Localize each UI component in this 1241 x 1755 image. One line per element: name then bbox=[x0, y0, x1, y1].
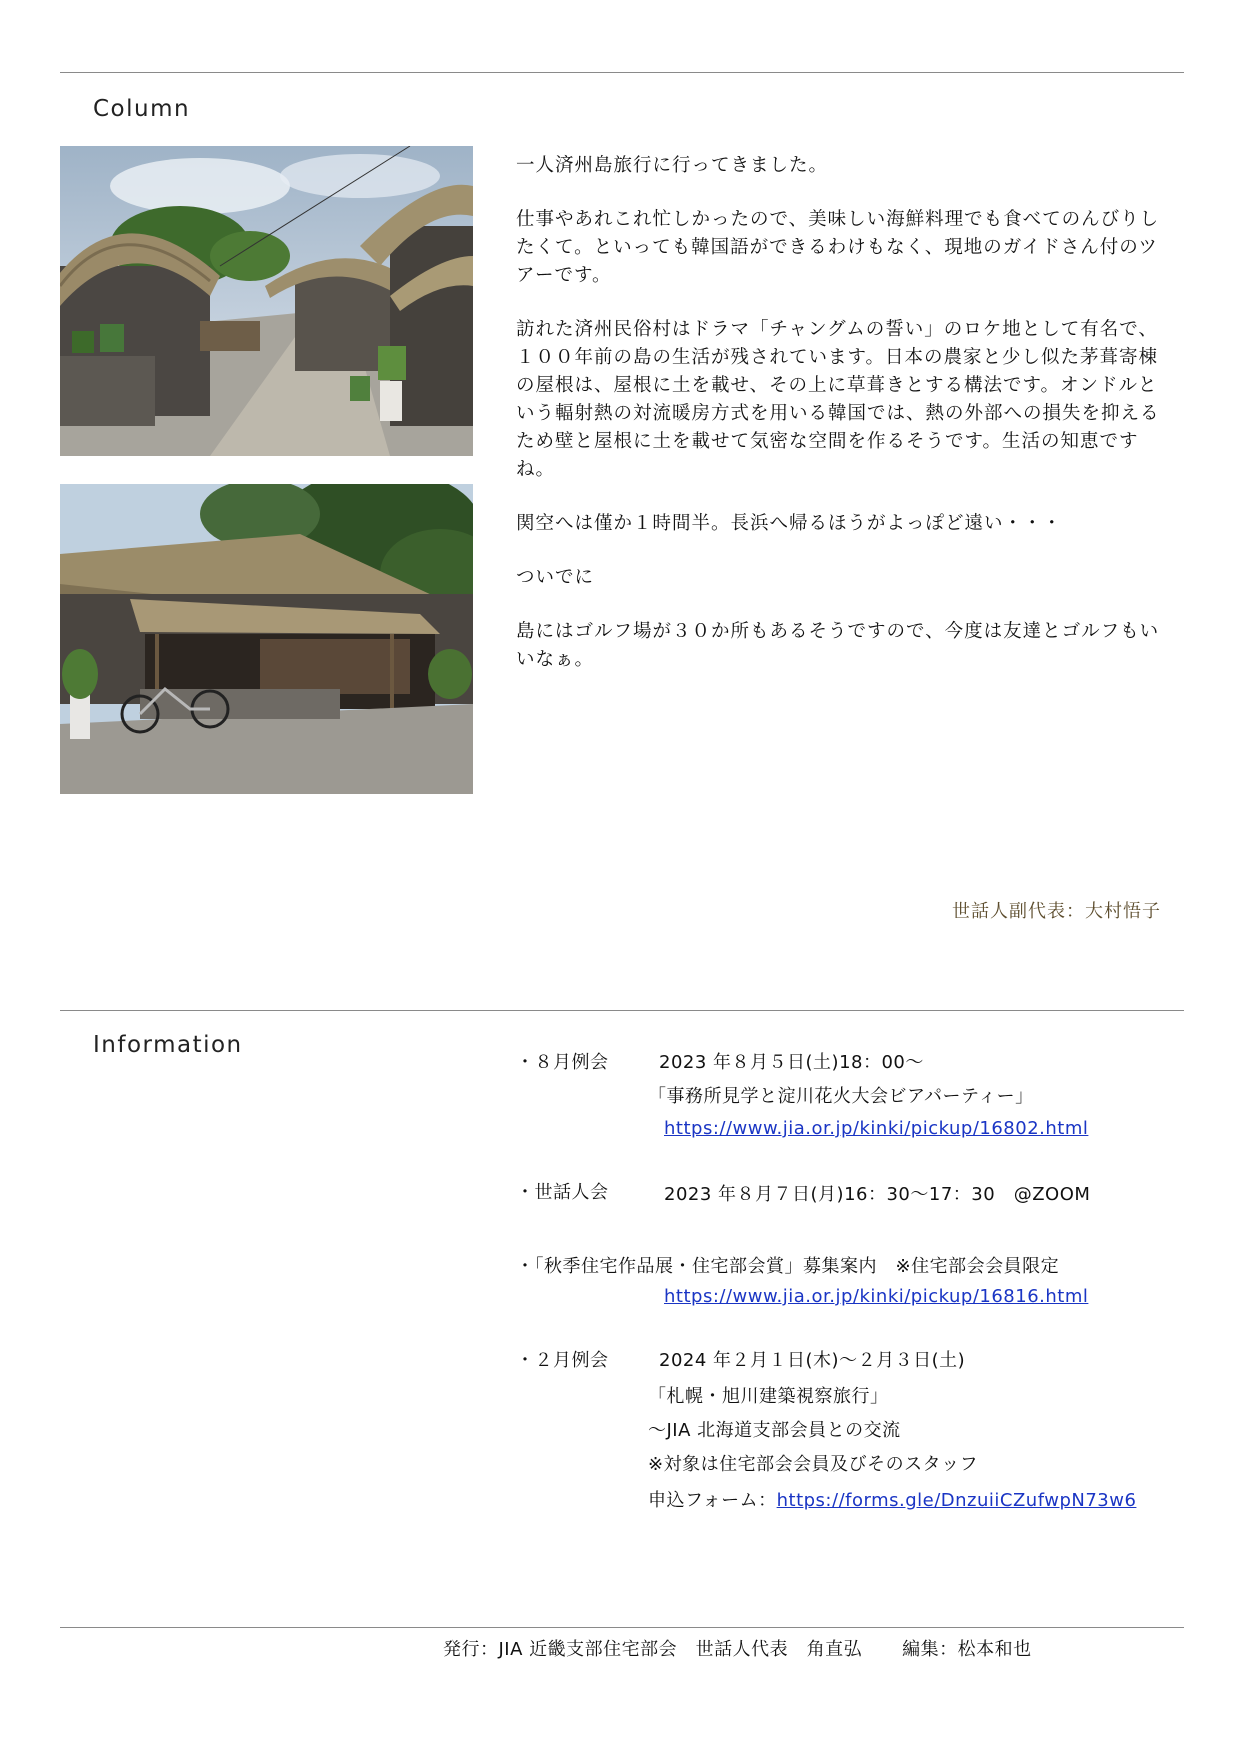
column-title: Column bbox=[93, 96, 191, 122]
footer-publisher: 発行：JIA 近畿支部住宅部会 世話人代表 角直弘 bbox=[443, 1639, 863, 1660]
column-body bbox=[516, 152, 1162, 700]
column-paragraph: 島にはゴルフ場が３０か所もあるそうですので、今度は友達とゴルフもいいなぁ。 bbox=[516, 621, 1160, 670]
top-rule bbox=[60, 72, 1184, 73]
column-paragraph: 訪れた済州民俗村はドラマ「チャングムの誓い」のロケ地として有名で、１００年前の島の生活が残されています。日本の農家と少し似た茅葺寄棟の屋根は、屋根に土を載せ、その上に草葺きとする構法です。オンドルという輻射熱の対流暖房方式を用いる韓国では、熱の外部への損失を抑えるため壁と屋根に土を載せて気密な空間を作るそうです。生活の知恵ですね。 bbox=[516, 319, 1160, 480]
aug-meeting-event: 「事務所見学と淀川花火大会ビアパーティー」 bbox=[648, 1086, 1034, 1107]
form-link[interactable]: https://forms.gle/DnzuiiCZufwpN73w6 bbox=[776, 1490, 1137, 1511]
column-author: 世話人副代表：大村悟子 bbox=[952, 901, 1161, 922]
column-paragraph: 関空へは僅か１時間半。長浜へ帰るほうがよっぽど遠い・・・ bbox=[516, 513, 1063, 534]
photo-thatched-house-bicycle bbox=[60, 484, 473, 794]
photo-thatched-village-lane bbox=[60, 146, 473, 456]
footer-editor: 編集：松本和也 bbox=[902, 1639, 1032, 1660]
form-label: 申込フォーム： bbox=[648, 1490, 777, 1511]
information-title: Information bbox=[93, 1032, 243, 1058]
aug-meeting-label: ・８月例会 bbox=[516, 1052, 609, 1073]
info-rule bbox=[60, 1010, 1184, 1011]
footer bbox=[443, 1635, 1032, 1661]
aug-meeting-date: 2023 年８月５日(土)18：00～ bbox=[659, 1052, 924, 1073]
feb-meeting-label: ・２月例会 bbox=[516, 1350, 609, 1371]
footer-rule bbox=[60, 1627, 1184, 1628]
feb-meeting-date: 2024 年２月１日(木)～２月３日(土) bbox=[659, 1350, 966, 1371]
autumn-exhibit-label: ・「秋季住宅作品展・住宅部会賞」募集案内 ※住宅部会会員限定 bbox=[516, 1256, 1060, 1277]
aug-meeting-link[interactable]: https://www.jia.or.jp/kinki/pickup/16802.html bbox=[664, 1118, 1089, 1139]
column-paragraph: 仕事やあれこれ忙しかったので、美味しい海鮮料理でも食べてのんびりしたくて。といっても韓国語ができるわけもなく、現地のガイドさん付のツアーです。 bbox=[516, 209, 1160, 286]
column-paragraph: 一人済州島旅行に行ってきました。 bbox=[516, 155, 829, 176]
autumn-exhibit-link[interactable]: https://www.jia.or.jp/kinki/pickup/16816.html bbox=[664, 1286, 1089, 1307]
sewanin-meeting-date: 2023 年８月７日(月)16：30～17：30 @ZOOM bbox=[664, 1184, 1091, 1205]
sewanin-meeting-label: ・世話人会 bbox=[516, 1182, 609, 1203]
feb-meeting-note: ※対象は住宅部会会員及びそのスタッフ bbox=[648, 1454, 979, 1475]
feb-meeting-form bbox=[648, 1486, 1136, 1512]
column-paragraph: ついでに bbox=[516, 567, 595, 588]
feb-meeting-sub: ～JIA 北海道支部会員との交流 bbox=[648, 1420, 901, 1441]
feb-meeting-event: 「札幌・旭川建築視察旅行」 bbox=[648, 1386, 889, 1407]
